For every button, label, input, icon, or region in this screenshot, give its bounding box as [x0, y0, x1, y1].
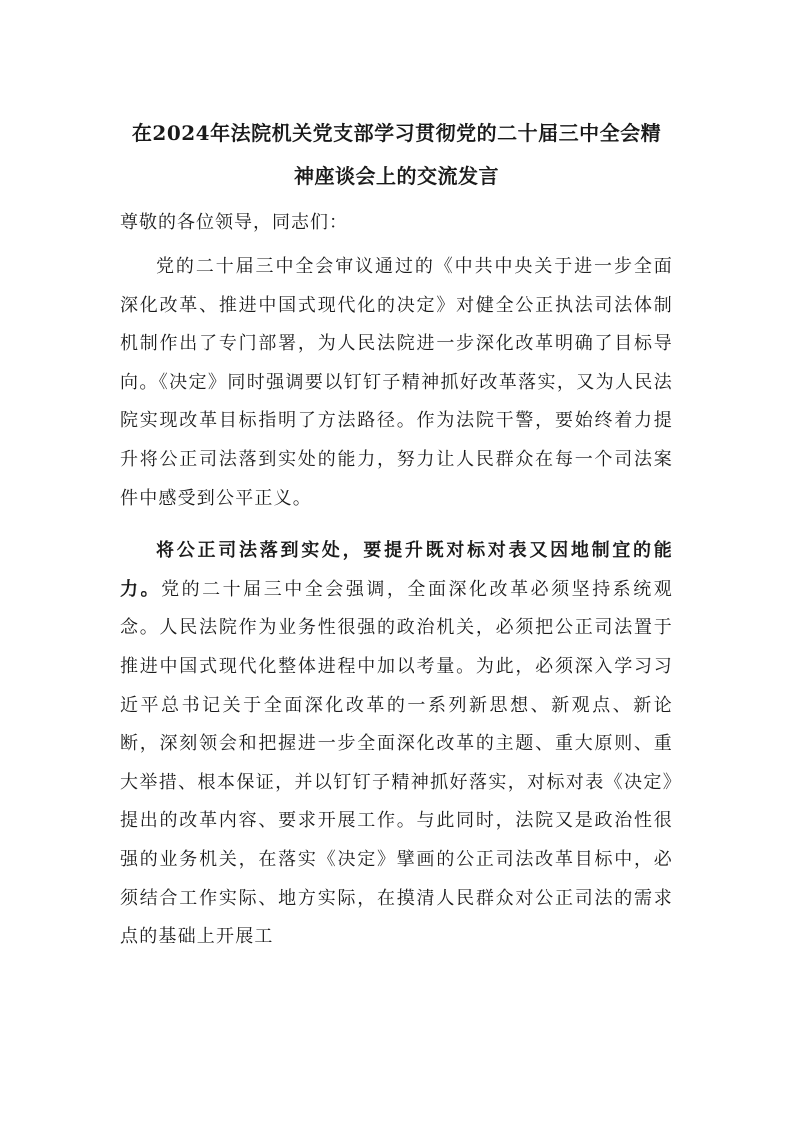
document-page	[120, 112, 673, 957]
paragraph-section-1-lead: 将公正司法落到实处，要提升既对标对表又因地制宜的能力。	[120, 540, 673, 600]
title-line-2: 神座谈会上的交流发言	[294, 164, 499, 188]
paragraph-section-1	[120, 532, 673, 957]
document-title	[120, 112, 673, 198]
paragraph-intro-text: 党的二十届三中全会审议通过的《中共中央关于进一步全面深化改革、推进中国式现代化的决定》对健全公正执法司法体制机制作出了专门部署，为人民法院进一步深化改革明确了目标导向。《决定》同时强调要以钉钉子精神抓好改革落实，又为人民法院实现改革目标指明了方法路径。作为法院干警，要始终着力提升将公正司法落到实处的能力，努力让人民群众在每一个司法案件中感受到公平正义。	[120, 256, 673, 509]
paragraph-intro	[120, 248, 673, 518]
title-line-1: 在2024年法院机关党支部学习贯彻党的二十届三中全会精	[131, 121, 662, 145]
paragraph-section-1-text: 党的二十届三中全会强调，全面深化改革必须坚持系统观念。人民法院作为业务性很强的政治机关，必须把公正司法置于推进中国式现代化整体进程中加以考量。为此，必须深入学习习近平总书记关于全面深化改革的一系列新思想、新观点、新论断，深刻领会和把握进一步全面深化改革的主题、重大原则、重大举措、根本保证，并以钉钉子精神抓好落实，对标对表《决定》提出的改革内容、要求开展工作。与此同时，法院又是政治性很强的业务机关，在落实《决定》擘画的公正司法改革目标中，必须结合工作实际、地方实际，在摸清人民群众对公正司法的需求点的基础上开展工	[120, 578, 673, 948]
salutation: 尊敬的各位领导，同志们：	[120, 212, 348, 233]
